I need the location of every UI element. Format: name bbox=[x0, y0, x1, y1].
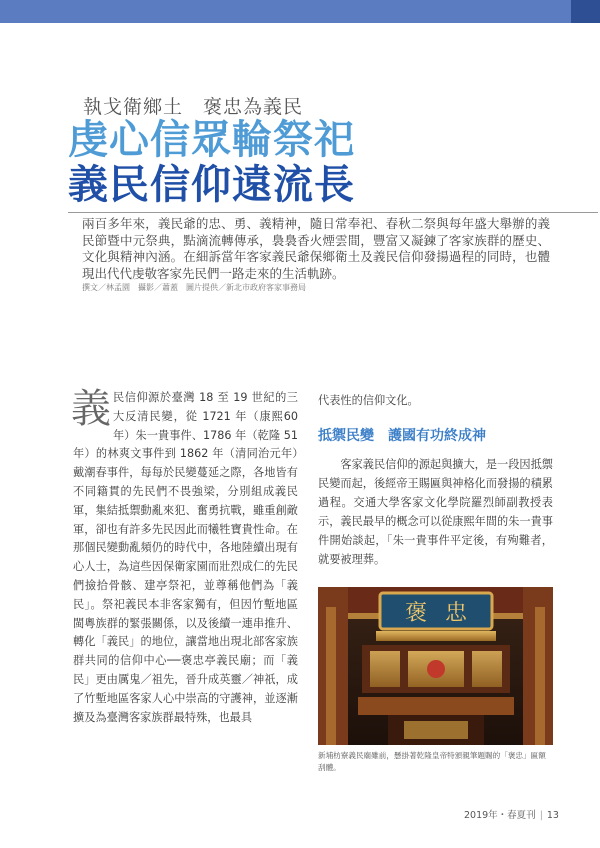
plaque-text: 褒忠 bbox=[404, 601, 485, 626]
drop-cap: 義 bbox=[71, 386, 111, 432]
issue-label: 2019年・春夏刊 bbox=[464, 810, 536, 821]
left-column bbox=[71, 386, 298, 727]
article-title-line2: 義民信仰遠流長 bbox=[68, 162, 355, 208]
top-color-band bbox=[0, 0, 600, 23]
left-column-text: 民信仰源於臺灣 18 至 19 世紀的三大反清民變，從 1721 年（康熙60年）朱一貴事件、1786 年（乾隆 51 年）的林爽文事件到 1862 年（清同治元年）戴潮春事件，每每於民變蔓延之際，各地皆有不同籍貫的先民們不畏強梁，分別組成義民軍，集結抵禦動亂來犯、奮勇抗戰，雖重創敵軍，卻也有許多先民因此而犧牲寶貴性命。在那個民變動亂頻仍的時代中，各地陸續出現有心人士，為這些因保衛家園而壯烈成仁的先民們撿拾骨骸、建亭祭祀，並尊稱他們為「義民」。祭祀義民本非客家獨有，但因竹塹地區閩粵族群的緊張關係，以及後續一連串推升、轉化「義民」的地位，讓當地出現北部客家族群共同的信仰中心──褒忠亭義民廟；而「義民」更由厲鬼／祖先，晉升成英靈／神祇，成了竹塹地區客家人心中崇高的守護神，並逐漸擴及為臺灣客家族群最特殊，也最具 bbox=[73, 391, 298, 724]
temple-photo bbox=[318, 587, 553, 745]
page-footer: 2019年・春夏刊 | 13 bbox=[464, 810, 559, 821]
credits-line: 撰文／林孟園 攝影／蕭蓋 圖片提供／新北市政府客家事務局 bbox=[82, 283, 306, 292]
article-kicker: 執戈衛鄉土 褒忠為義民 bbox=[83, 96, 304, 118]
divider-rule bbox=[68, 212, 598, 213]
lead-paragraph: 兩百多年來，義民爺的忠、勇、義精神，隨日常奉祀、春秋二祭與每年盛大舉辦的義民節暨中元祭典，點滴流轉傳承，裊裊香火煙雲間，豐富又凝鍊了客家族群的歷史、文化與精神內涵。在細訴當年客家義民爺保鄉衛土及義民信仰發揚過程的同時，也體現出代代虔敬客家先民們一路走來的生活軌跡。 bbox=[82, 216, 550, 281]
page-number: 13 bbox=[546, 810, 559, 821]
top-corner-tab bbox=[571, 0, 600, 23]
photo-caption: 新埔枋寮義民廟雖前，懸掛著乾隆皇帝特頒親筆題賜的「褒忠」匾額刮體。 bbox=[318, 751, 546, 772]
right-column-text: 客家義民信仰的源起與擴大，是一段因抵禦民變而起，後經帝王賜匾與神格化而發揚的積累過程。交通大學客家文化學院羅烈師副教授表示，義民最早的概念可以從康熙年間的朱一貴事件開始談起，「朱一貴事件平定後，有殉難者，就要被理葬。 bbox=[318, 458, 553, 566]
section-heading: 抵禦民變 護國有功終成神 bbox=[318, 428, 486, 444]
article-title-line1: 虔心信眾輪祭祀 bbox=[68, 117, 355, 163]
right-column-continuation: 代表性的信仰文化。 bbox=[318, 394, 419, 407]
